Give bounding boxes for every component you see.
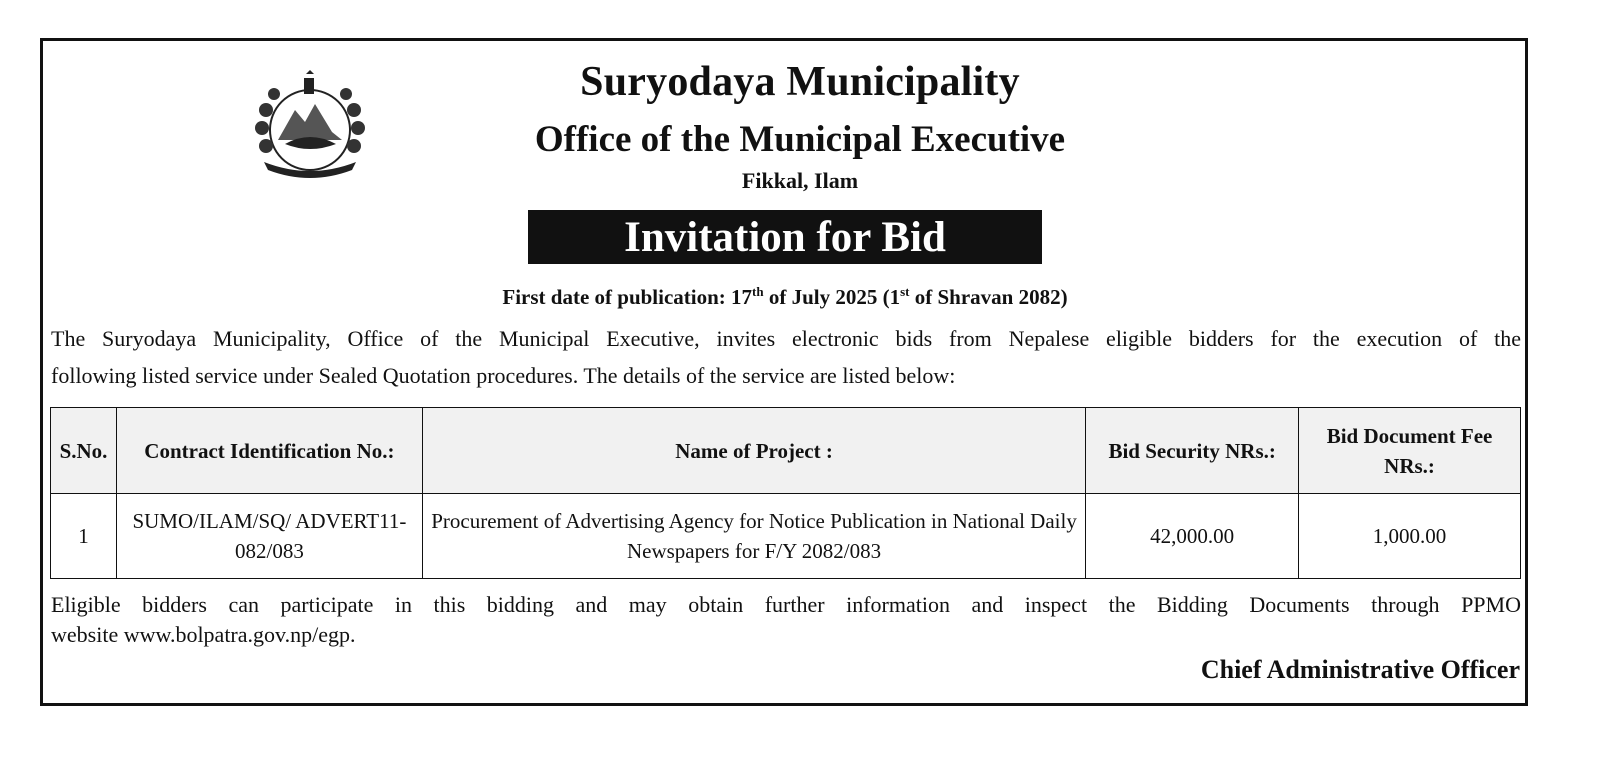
header-contract-id: Contract Identification No.: [116, 408, 422, 494]
table-header-row [51, 408, 1521, 494]
header-project-name: Name of Project : [422, 408, 1085, 494]
eligibility-line-1: Eligible bidders can participate in this bidding and may obtain further information and inspect the Bidding Documents through PPMO [51, 592, 1521, 617]
intro-line-2: following listed service under Sealed Quotation procedures. The details of the service are listed below: [51, 363, 956, 388]
cell-sno: 1 [51, 494, 117, 579]
bid-table [50, 407, 1521, 579]
cell-contract-id: SUMO/ILAM/SQ/ ADVERT11-082/083 [116, 494, 422, 579]
table-row [51, 494, 1521, 579]
intro-paragraph [51, 320, 1521, 394]
header-doc-fee: Bid Document Fee NRs.: [1299, 408, 1521, 494]
header-bid-security: Bid Security NRs.: [1086, 408, 1299, 494]
header-sno: S.No. [51, 408, 117, 494]
notice-banner: Invitation for Bid [528, 210, 1042, 264]
signatory: Chief Administrative Officer [1200, 655, 1520, 684]
cell-bid-security: 42,000.00 [1086, 494, 1299, 579]
intro-line-1: The Suryodaya Municipality, Office of the Municipal Executive, invites electronic bids from Nepalese eligible bidders for the execution of the [51, 326, 1521, 351]
cell-project-name: Procurement of Advertising Agency for Notice Publication in National Daily Newspapers for F/Y 2082/083 [422, 494, 1085, 579]
publication-date: First date of publication: 17th of July 2025 (1st of Shravan 2082) [502, 284, 1068, 309]
cell-doc-fee: 1,000.00 [1299, 494, 1521, 579]
office-location: Fikkal, Ilam [741, 168, 859, 193]
office-name: Office of the Municipal Executive [534, 119, 1066, 160]
eligibility-paragraph [51, 590, 1521, 650]
eligibility-line-2: website www.bolpatra.gov.np/egp. [51, 622, 356, 647]
municipality-name: Suryodaya Municipality [580, 59, 1020, 105]
